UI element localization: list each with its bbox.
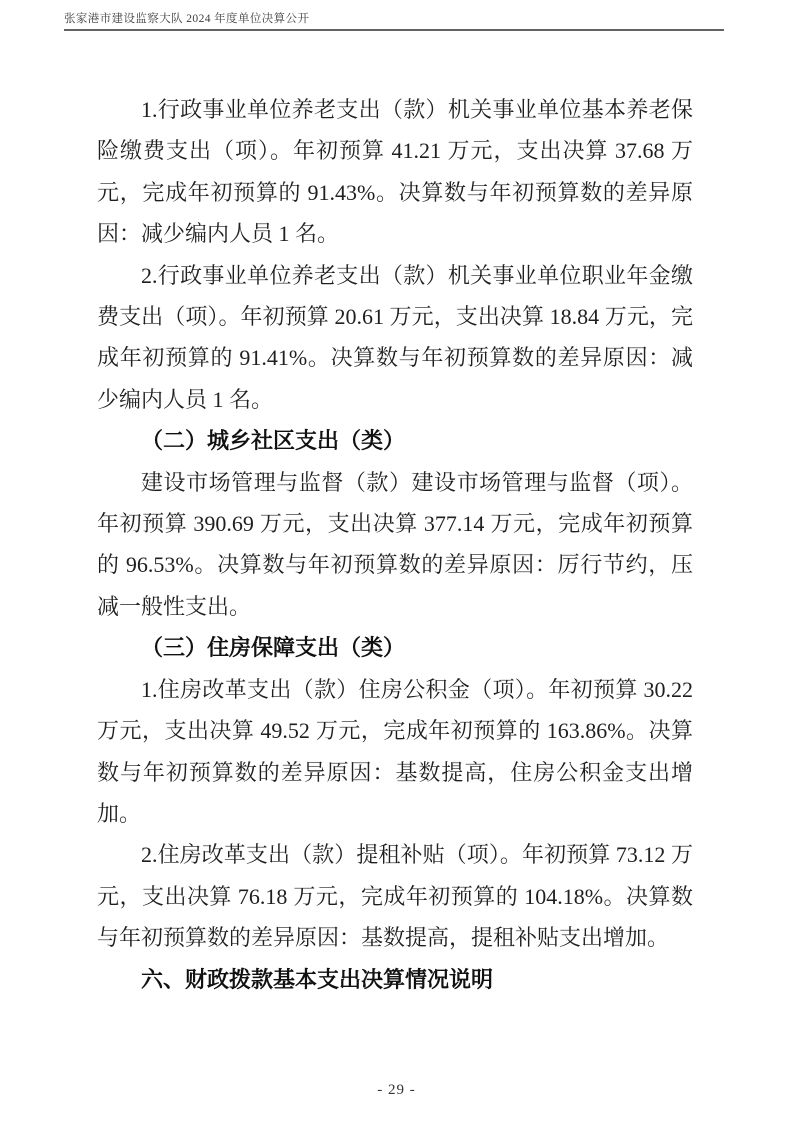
paragraph-pension-basic-insurance: 1.行政事业单位养老支出（款）机关事业单位基本养老保险缴费支出（项）。年初预算 41.21 万元，支出决算 37.68 万元，完成年初预算的 91.43%。决算数与年初预算数的差异原因：减少编内人员 1 名。 <box>97 97 693 247</box>
section-heading-housing-security-expenditure: （三）住房保障支出（类） <box>141 635 406 661</box>
header-title: 张家港市建设监察大队 2024 年度单位决算公开 <box>64 13 310 25</box>
paragraph-construction-market-supervision: 建设市场管理与监督（款）建设市场管理与监督（项）。年初预算 390.69 万元，支出决算 377.14 万元，完成年初预算的 96.53%。决算数与年初预算数的差异原因：厉行节约，压减一般性支出。 <box>97 469 693 619</box>
paragraph-rent-subsidy: 2.住房改革支出（款）提租补贴（项）。年初预算 73.12 万元，支出决算 76.18 万元，完成年初预算的 104.18%。决算数与年初预算数的差异原因：基数提高，提租补贴支出增加。 <box>97 842 693 951</box>
page-header <box>64 13 724 31</box>
document-body <box>97 89 693 1000</box>
page-footer <box>0 1081 793 1099</box>
paragraph-housing-provident-fund: 1.住房改革支出（款）住房公积金（项）。年初预算 30.22 万元，支出决算 49.52 万元，完成年初预算的 163.86%。决算数与年初预算数的差异原因：基数提高，住房公积金支出增加。 <box>97 676 693 826</box>
paragraph-pension-occupational-annuity: 2.行政事业单位养老支出（款）机关事业单位职业年金缴费支出（项）。年初预算 20.61 万元，支出决算 18.84 万元，完成年初预算的 91.41%。决算数与年初预算数的差异原因：减少编内人员 1 名。 <box>97 262 693 412</box>
section-heading-fiscal-basic-expenditure-statement: 六、财政拨款基本支出决算情况说明 <box>141 966 494 992</box>
section-heading-urban-rural-community-expenditure: （二）城乡社区支出（类） <box>141 428 406 454</box>
page-number: - 29 - <box>377 1082 416 1098</box>
